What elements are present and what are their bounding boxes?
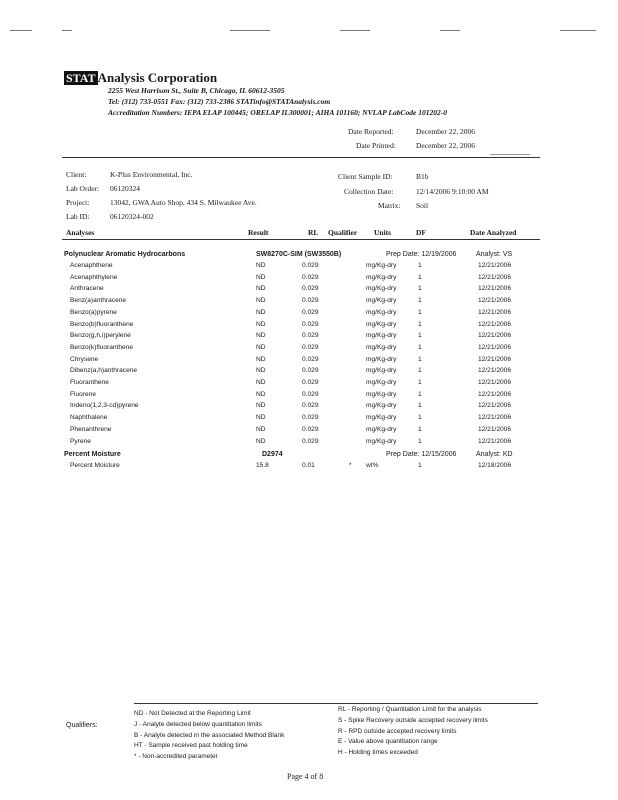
date-analyzed-value: 12/21/2006 bbox=[478, 262, 512, 269]
units-value: mg/Kg-dry bbox=[366, 425, 397, 433]
result-value: ND bbox=[256, 355, 266, 363]
date-analyzed-value: 12/21/2006 bbox=[478, 273, 512, 281]
header-divider bbox=[62, 157, 540, 158]
result-value: ND bbox=[256, 285, 266, 293]
date-analyzed-value: 12/21/2006 bbox=[478, 297, 512, 305]
analyte-name: Benzo(k)fluoranthene bbox=[70, 343, 134, 351]
col-header-date: Date Analyzed bbox=[470, 228, 517, 237]
analyte-name: Benzo(b)fluoranthene bbox=[70, 320, 134, 328]
rl-value: 0.029 bbox=[302, 320, 319, 328]
company-name: Analysis Corporation bbox=[97, 70, 218, 85]
client-label: Client: bbox=[66, 170, 87, 179]
result-value: ND bbox=[256, 437, 266, 445]
df-value: 1 bbox=[418, 297, 422, 305]
result-value: ND bbox=[256, 308, 266, 316]
units-value: mg/Kg-dry bbox=[366, 402, 397, 410]
result-value: 15.8 bbox=[256, 462, 269, 469]
project-label: Project: bbox=[66, 198, 90, 207]
df-value: 1 bbox=[418, 437, 422, 445]
section-title-moisture: Percent Moisture bbox=[64, 451, 121, 458]
result-value: ND bbox=[256, 402, 266, 410]
date-analyzed-value: 12/21/2006 bbox=[478, 355, 512, 363]
date-printed-value: December 22, 2006 bbox=[416, 141, 475, 150]
table-row bbox=[62, 391, 532, 403]
units-value: mg/Kg-dry bbox=[366, 297, 397, 305]
table-row bbox=[62, 379, 532, 391]
rl-value: 0.029 bbox=[302, 379, 319, 386]
lab-id-value: 06120324-002 bbox=[110, 212, 154, 221]
table-row bbox=[62, 274, 532, 286]
rl-value: 0.029 bbox=[302, 273, 319, 281]
qualifier-definition: J - Analyte detected below quantitation limits bbox=[134, 720, 262, 728]
company-logo bbox=[64, 69, 217, 87]
date-analyzed-value: 12/18/2006 bbox=[478, 462, 512, 469]
result-value: ND bbox=[256, 379, 266, 386]
lab-id-label: Lab ID: bbox=[66, 212, 90, 221]
table-row bbox=[62, 297, 532, 309]
analyte-name: Fluorene bbox=[70, 390, 97, 398]
qualifier-definition: B - Analyte detected in the associated Method Blank bbox=[134, 731, 285, 739]
table-row bbox=[62, 285, 532, 297]
analyte-name: Indeno(1,2,3-cd)pyrene bbox=[70, 402, 139, 410]
df-value: 1 bbox=[418, 355, 422, 363]
result-value: ND bbox=[256, 332, 266, 340]
matrix-label: Matrix: bbox=[378, 201, 401, 210]
rl-value: 0.029 bbox=[302, 308, 319, 316]
analyte-name: Acenaphthylene bbox=[70, 273, 118, 281]
scan-artifact bbox=[560, 30, 596, 31]
qualifier-definition: * - Non-accredited parameter bbox=[134, 753, 218, 761]
table-row bbox=[62, 262, 532, 274]
rl-value: 0.029 bbox=[302, 297, 319, 305]
df-value: 1 bbox=[418, 367, 422, 375]
df-value: 1 bbox=[418, 402, 422, 410]
qualifier-definition: HT - Sample received past holding time bbox=[134, 742, 248, 750]
collection-date-value: 12/14/2006 9:10:00 AM bbox=[416, 187, 489, 196]
analyte-name: Anthracene bbox=[70, 285, 104, 293]
analyte-name: Dibenz(a,h)anthracene bbox=[70, 367, 138, 375]
units-value: mg/Kg-dry bbox=[366, 273, 397, 281]
qualifier-top-rule bbox=[134, 703, 538, 704]
scan-artifact bbox=[340, 30, 370, 31]
qualifier-definition: R - RPD outside accepted recovery limits bbox=[338, 727, 457, 735]
section-method-pah: SW8270C-SIM (SW3550B) bbox=[256, 251, 342, 258]
date-reported-label: Date Reported: bbox=[348, 127, 394, 136]
table-row bbox=[62, 462, 532, 474]
rl-value: 0.029 bbox=[302, 390, 319, 398]
page-number: Page 4 of 8 bbox=[287, 772, 324, 781]
client-value: K-Plus Environmental, Inc. bbox=[110, 170, 193, 179]
table-row bbox=[62, 309, 532, 321]
result-value: ND bbox=[256, 320, 266, 328]
analyte-name: Naphthalene bbox=[70, 414, 108, 422]
date-analyzed-value: 12/21/2006 bbox=[478, 379, 512, 386]
rl-value: 0.01 bbox=[302, 462, 315, 469]
units-value: mg/Kg-dry bbox=[366, 320, 397, 328]
date-analyzed-value: 12/21/2006 bbox=[478, 308, 512, 316]
company-address: 2255 West Harrison St., Suite B, Chicago, IL 60612-3505 bbox=[108, 86, 285, 95]
units-value: mg/Kg-dry bbox=[366, 437, 397, 445]
rl-value: 0.029 bbox=[302, 437, 319, 445]
table-row bbox=[62, 426, 532, 438]
units-value: mg/Kg-dry bbox=[366, 285, 397, 293]
table-row bbox=[62, 321, 532, 333]
df-value: 1 bbox=[418, 285, 422, 293]
date-reported-value: December 22, 2006 bbox=[416, 127, 475, 136]
date-analyzed-value: 12/21/2006 bbox=[478, 425, 512, 433]
analyte-name: Pyrene bbox=[70, 437, 91, 445]
rl-value: 0.029 bbox=[302, 414, 319, 422]
units-value: mg/Kg-dry bbox=[366, 308, 397, 316]
table-header-divider bbox=[62, 239, 540, 240]
analyte-name: Acenaphthene bbox=[70, 262, 113, 269]
df-value: 1 bbox=[418, 343, 422, 351]
col-header-qualifier: Qualifier bbox=[328, 228, 358, 237]
date-analyzed-value: 12/21/2006 bbox=[478, 437, 512, 445]
units-value: mg/Kg-dry bbox=[366, 343, 397, 351]
date-analyzed-value: 12/21/2006 bbox=[478, 285, 512, 293]
qualifier-definition: H - Holding times exceeded bbox=[338, 749, 418, 757]
table-row bbox=[62, 367, 532, 379]
df-value: 1 bbox=[418, 462, 422, 469]
df-value: 1 bbox=[418, 320, 422, 328]
section-prep-moisture: Prep Date: 12/15/2006 bbox=[386, 451, 457, 458]
col-header-analyses: Analyses bbox=[66, 228, 95, 237]
qualifier-definition: RL - Reporting / Quantitation Limit for the analysis bbox=[338, 706, 482, 713]
result-value: ND bbox=[256, 343, 266, 351]
section-title-pah: Polynuclear Aromatic Hydrocarbons bbox=[64, 251, 186, 258]
rl-value: 0.029 bbox=[302, 425, 319, 433]
units-value: mg/Kg-dry bbox=[366, 332, 397, 340]
units-value: mg/Kg-dry bbox=[366, 355, 397, 363]
scan-artifact bbox=[230, 30, 270, 31]
date-analyzed-value: 12/21/2006 bbox=[478, 367, 512, 375]
date-analyzed-value: 12/21/2006 bbox=[478, 390, 512, 398]
result-value: ND bbox=[256, 425, 266, 433]
rl-value: 0.029 bbox=[302, 343, 319, 351]
result-value: ND bbox=[256, 273, 266, 281]
col-header-units: Units bbox=[374, 228, 392, 237]
units-value: mg/Kg-dry bbox=[366, 379, 397, 386]
result-value: ND bbox=[256, 414, 266, 422]
rl-value: 0.029 bbox=[302, 402, 319, 410]
client-sample-id-label: Client Sample ID: bbox=[338, 172, 393, 181]
date-analyzed-value: 12/21/2006 bbox=[478, 332, 512, 340]
section-analyst-pah: Analyst: VS bbox=[476, 251, 513, 258]
result-value: ND bbox=[256, 297, 266, 305]
analyte-name: Phenanthrene bbox=[70, 425, 112, 433]
df-value: 1 bbox=[418, 414, 422, 422]
company-accreditation: Accreditation Numbers: IEPA ELAP 100445; ORELAP IL300001; AIHA 101160; NVLAP LabCode 101202-0 bbox=[108, 108, 447, 117]
scan-artifact bbox=[440, 30, 460, 31]
lab-order-value: 06120324 bbox=[110, 184, 140, 193]
units-value: mg/Kg-dry bbox=[366, 262, 397, 269]
qualifier-value: * bbox=[349, 462, 352, 469]
table-row bbox=[62, 344, 532, 356]
analyte-name: Benz(a)anthracene bbox=[70, 297, 127, 305]
rl-value: 0.029 bbox=[302, 262, 319, 269]
lab-order-label: Lab Order: bbox=[66, 184, 100, 193]
client-sample-id-value: B1b bbox=[416, 172, 429, 181]
section-method-moisture: D2974 bbox=[262, 451, 283, 458]
result-value: ND bbox=[256, 262, 266, 269]
scan-artifact bbox=[490, 154, 530, 155]
col-header-df: DF bbox=[416, 228, 426, 237]
units-value: mg/Kg-dry bbox=[366, 414, 397, 422]
date-analyzed-value: 12/21/2006 bbox=[478, 343, 512, 351]
table-row bbox=[62, 414, 532, 426]
rl-value: 0.029 bbox=[302, 355, 319, 363]
qualifier-definition: S - Spike Recovery outside accepted recovery limits bbox=[338, 716, 488, 724]
analyte-name: Benzo(a)pyrene bbox=[70, 308, 117, 316]
analyte-name: Fluoranthene bbox=[70, 379, 109, 386]
df-value: 1 bbox=[418, 379, 422, 386]
qualifiers-label: Qualifiers: bbox=[66, 722, 98, 729]
units-value: mg/Kg-dry bbox=[366, 390, 397, 398]
company-contact: Tel: (312) 733-0551 Fax: (312) 733-2386 STATinfo@STATAnalysis.com bbox=[108, 97, 331, 106]
table-row bbox=[62, 356, 532, 368]
df-value: 1 bbox=[418, 273, 422, 281]
scan-artifact bbox=[10, 30, 32, 31]
table-row bbox=[62, 332, 532, 344]
analyte-name: Chrysene bbox=[70, 355, 99, 363]
rl-value: 0.029 bbox=[302, 285, 319, 293]
qualifier-definition: ND - Not Detected at the Reporting Limit bbox=[134, 710, 251, 717]
scan-artifact bbox=[62, 30, 72, 31]
rl-value: 0.029 bbox=[302, 367, 319, 375]
qualifier-definition: E - Value above quantitation range bbox=[338, 738, 438, 746]
rl-value: 0.029 bbox=[302, 332, 319, 340]
result-value: ND bbox=[256, 390, 266, 398]
df-value: 1 bbox=[418, 390, 422, 398]
df-value: 1 bbox=[418, 425, 422, 433]
date-printed-label: Date Printed: bbox=[356, 141, 396, 150]
date-analyzed-value: 12/21/2006 bbox=[478, 320, 512, 328]
col-header-rl: RL bbox=[308, 228, 319, 237]
matrix-value: Soil bbox=[416, 201, 429, 210]
table-row bbox=[62, 438, 532, 450]
analyte-name: Benzo(g,h,i)perylene bbox=[70, 332, 131, 340]
analyte-name: Percent Moisture bbox=[70, 462, 120, 469]
project-value: 13042, GWA Auto Shop, 434 S. Milwaukee Ave. bbox=[110, 198, 257, 207]
df-value: 1 bbox=[418, 262, 422, 269]
date-analyzed-value: 12/21/2006 bbox=[478, 414, 512, 422]
units-value: mg/Kg-dry bbox=[366, 367, 397, 375]
section-analyst-moisture: Analyst: KD bbox=[476, 451, 513, 458]
collection-date-label: Collection Date: bbox=[344, 187, 394, 196]
table-row bbox=[62, 402, 532, 414]
result-value: ND bbox=[256, 367, 266, 375]
col-header-result: Result bbox=[248, 228, 269, 237]
section-prep-pah: Prep Date: 12/19/2006 bbox=[386, 251, 457, 258]
df-value: 1 bbox=[418, 308, 422, 316]
logo-box: STAT bbox=[66, 71, 96, 85]
units-value: wt% bbox=[366, 462, 379, 469]
df-value: 1 bbox=[418, 332, 422, 340]
date-analyzed-value: 12/21/2006 bbox=[478, 402, 512, 410]
